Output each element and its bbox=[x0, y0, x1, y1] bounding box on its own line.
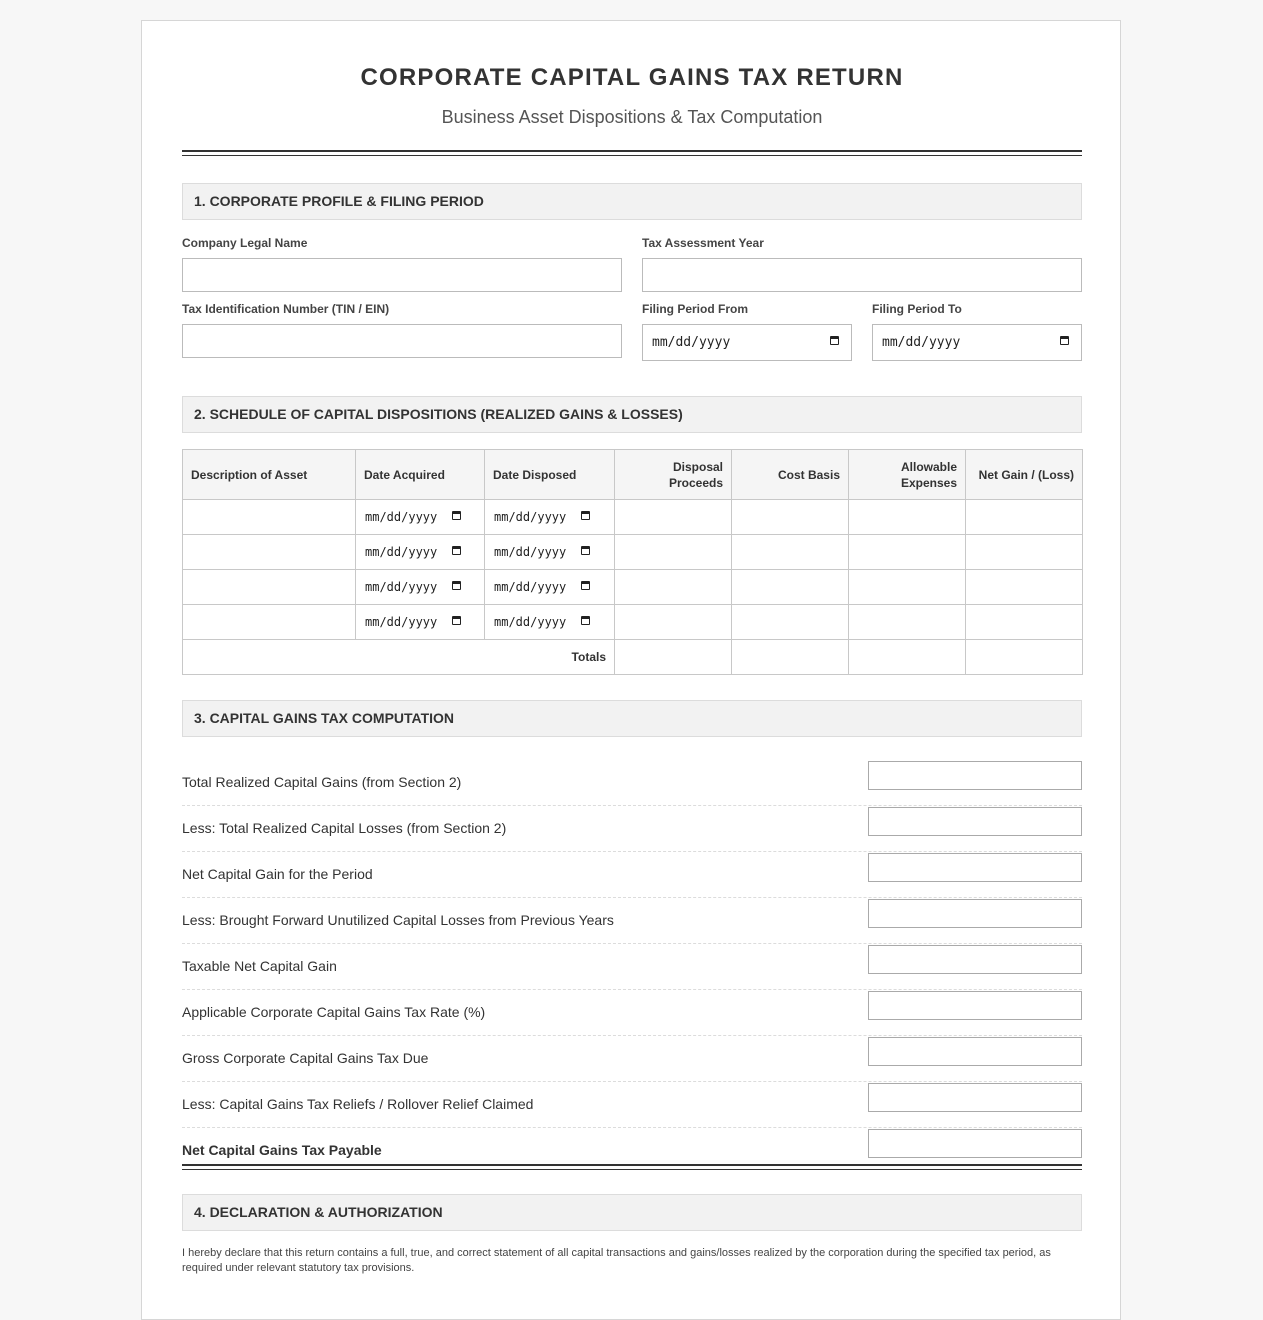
section-2-heading: 2. SCHEDULE OF CAPITAL DISPOSITIONS (REALIZED GAINS & LOSSES) bbox=[182, 396, 1082, 433]
dispositions-table bbox=[182, 449, 1083, 675]
computation-row bbox=[182, 760, 1082, 806]
totals-label: Totals bbox=[183, 640, 615, 675]
computation-row bbox=[182, 898, 1082, 944]
total-cost-basis-cell[interactable] bbox=[732, 640, 849, 675]
date-placeholder: mm/dd/yyyy bbox=[494, 615, 567, 629]
computation-label: Taxable Net Capital Gain bbox=[182, 958, 337, 974]
date-placeholder: mm/dd/yyyy bbox=[365, 615, 438, 629]
calendar-icon[interactable] bbox=[581, 581, 590, 590]
date-placeholder: mm/dd/yyyy bbox=[494, 545, 567, 559]
tin-input[interactable] bbox=[182, 324, 622, 358]
net-gain-cell[interactable] bbox=[966, 605, 1083, 640]
table-row bbox=[183, 535, 1083, 570]
net-capital-gain-input[interactable] bbox=[868, 853, 1082, 882]
computation-row bbox=[182, 1082, 1082, 1128]
totals-row bbox=[183, 640, 1083, 675]
disposal-proceeds-cell[interactable] bbox=[615, 605, 732, 640]
date-acquired-cell[interactable] bbox=[356, 605, 485, 640]
allowable-expenses-cell[interactable] bbox=[849, 570, 966, 605]
date-placeholder: mm/dd/yyyy bbox=[365, 580, 438, 594]
period-from-date-input[interactable] bbox=[642, 324, 852, 361]
declaration-text: I hereby declare that this return contains a full, true, and correct statement of all capital transactions and gains/losses realized by the corporation during the specified tax period, as required under relevant statutory tax provisions. bbox=[182, 1247, 1051, 1274]
calendar-icon[interactable] bbox=[452, 581, 461, 590]
disposal-proceeds-cell[interactable] bbox=[615, 570, 732, 605]
asset-description-cell[interactable] bbox=[183, 500, 356, 535]
disposal-proceeds-cell[interactable] bbox=[615, 500, 732, 535]
date-placeholder: mm/dd/yyyy bbox=[365, 510, 438, 524]
col-header-cost-basis: Cost Basis bbox=[732, 450, 849, 500]
date-disposed-cell[interactable] bbox=[485, 500, 615, 535]
date-placeholder: mm/dd/yyyy bbox=[882, 335, 961, 350]
calendar-icon[interactable] bbox=[452, 616, 461, 625]
total-allowable-expenses-cell[interactable] bbox=[849, 640, 966, 675]
net-tax-payable-input[interactable] bbox=[868, 1129, 1082, 1158]
cost-basis-cell[interactable] bbox=[732, 570, 849, 605]
period-from-label: Filing Period From bbox=[642, 302, 749, 316]
calendar-icon[interactable] bbox=[581, 511, 590, 520]
form-subtitle: Business Asset Dispositions & Tax Computation bbox=[441, 107, 823, 127]
table-row bbox=[183, 605, 1083, 640]
table-row bbox=[183, 500, 1083, 535]
brought-forward-losses-input[interactable] bbox=[868, 899, 1082, 928]
date-disposed-cell[interactable] bbox=[485, 605, 615, 640]
asset-description-cell[interactable] bbox=[183, 605, 356, 640]
date-placeholder: mm/dd/yyyy bbox=[494, 580, 567, 594]
date-disposed-cell[interactable] bbox=[485, 535, 615, 570]
header-divider bbox=[182, 150, 1082, 156]
date-placeholder: mm/dd/yyyy bbox=[365, 545, 438, 559]
cost-basis-cell[interactable] bbox=[732, 535, 849, 570]
allowable-expenses-cell[interactable] bbox=[849, 605, 966, 640]
col-header-allowable-expenses: Allowable Expenses bbox=[849, 450, 966, 500]
gross-tax-due-input[interactable] bbox=[868, 1037, 1082, 1066]
computation-label: Less: Brought Forward Unutilized Capital Losses from Previous Years bbox=[182, 912, 614, 928]
computation-row bbox=[182, 1036, 1082, 1082]
table-row bbox=[183, 570, 1083, 605]
calendar-icon[interactable] bbox=[452, 511, 461, 520]
allowable-expenses-cell[interactable] bbox=[849, 535, 966, 570]
company-name-input[interactable] bbox=[182, 258, 622, 292]
computation-total-divider bbox=[182, 1164, 1082, 1170]
taxable-net-gain-input[interactable] bbox=[868, 945, 1082, 974]
disposal-proceeds-cell[interactable] bbox=[615, 535, 732, 570]
col-header-description: Description of Asset bbox=[183, 450, 356, 500]
computation-label: Applicable Corporate Capital Gains Tax Rate (%) bbox=[182, 1004, 486, 1020]
computation-label: Gross Corporate Capital Gains Tax Due bbox=[182, 1050, 429, 1066]
computation-row bbox=[182, 806, 1082, 852]
col-header-date-acquired: Date Acquired bbox=[356, 450, 485, 500]
date-acquired-cell[interactable] bbox=[356, 500, 485, 535]
form-page bbox=[141, 20, 1121, 1320]
net-gain-cell[interactable] bbox=[966, 570, 1083, 605]
section-4-heading: 4. DECLARATION & AUTHORIZATION bbox=[182, 1194, 1082, 1231]
date-acquired-cell[interactable] bbox=[356, 535, 485, 570]
total-realized-losses-input[interactable] bbox=[868, 807, 1082, 836]
period-to-date-input[interactable] bbox=[872, 324, 1082, 361]
form-title: CORPORATE CAPITAL GAINS TAX RETURN bbox=[360, 64, 904, 91]
calendar-icon[interactable] bbox=[581, 546, 590, 555]
date-placeholder: mm/dd/yyyy bbox=[652, 335, 731, 350]
computation-row bbox=[182, 944, 1082, 990]
computation-label: Total Realized Capital Gains (from Section 2) bbox=[182, 774, 462, 790]
tax-rate-input[interactable] bbox=[868, 991, 1082, 1020]
col-header-date-disposed: Date Disposed bbox=[485, 450, 615, 500]
total-net-gain-cell[interactable] bbox=[966, 640, 1083, 675]
computation-row bbox=[182, 852, 1082, 898]
date-acquired-cell[interactable] bbox=[356, 570, 485, 605]
computation-label: Net Capital Gain for the Period bbox=[182, 866, 373, 882]
date-placeholder: mm/dd/yyyy bbox=[494, 510, 567, 524]
company-name-label: Company Legal Name bbox=[182, 236, 308, 250]
dispositions-table-body bbox=[183, 500, 1083, 675]
section-1-heading: 1. CORPORATE PROFILE & FILING PERIOD bbox=[182, 183, 1082, 220]
table-header-row bbox=[183, 450, 1083, 500]
net-gain-cell[interactable] bbox=[966, 535, 1083, 570]
cost-basis-cell[interactable] bbox=[732, 500, 849, 535]
assessment-year-input[interactable] bbox=[642, 258, 1082, 292]
cost-basis-cell[interactable] bbox=[732, 605, 849, 640]
computation-label: Less: Total Realized Capital Losses (from Section 2) bbox=[182, 820, 507, 836]
net-gain-cell[interactable] bbox=[966, 500, 1083, 535]
computation-label: Net Capital Gains Tax Payable bbox=[182, 1142, 382, 1158]
asset-description-cell[interactable] bbox=[183, 570, 356, 605]
section-3-heading: 3. CAPITAL GAINS TAX COMPUTATION bbox=[182, 700, 1082, 737]
assessment-year-label: Tax Assessment Year bbox=[642, 236, 764, 250]
calendar-icon[interactable] bbox=[452, 546, 461, 555]
col-header-net-gain: Net Gain / (Loss) bbox=[966, 450, 1083, 500]
date-disposed-cell[interactable] bbox=[485, 570, 615, 605]
computation-label: Less: Capital Gains Tax Reliefs / Rollover Relief Claimed bbox=[182, 1096, 534, 1112]
tax-reliefs-input[interactable] bbox=[868, 1083, 1082, 1112]
total-realized-gains-input[interactable] bbox=[868, 761, 1082, 790]
col-header-disposal-proceeds: Disposal Proceeds bbox=[615, 450, 732, 500]
calendar-icon[interactable] bbox=[830, 336, 839, 345]
computation-row bbox=[182, 990, 1082, 1036]
asset-description-cell[interactable] bbox=[183, 535, 356, 570]
allowable-expenses-cell[interactable] bbox=[849, 500, 966, 535]
calendar-icon[interactable] bbox=[1060, 336, 1069, 345]
period-to-label: Filing Period To bbox=[872, 302, 962, 316]
tin-label: Tax Identification Number (TIN / EIN) bbox=[182, 302, 390, 316]
calendar-icon[interactable] bbox=[581, 616, 590, 625]
total-disposal-proceeds-cell[interactable] bbox=[615, 640, 732, 675]
